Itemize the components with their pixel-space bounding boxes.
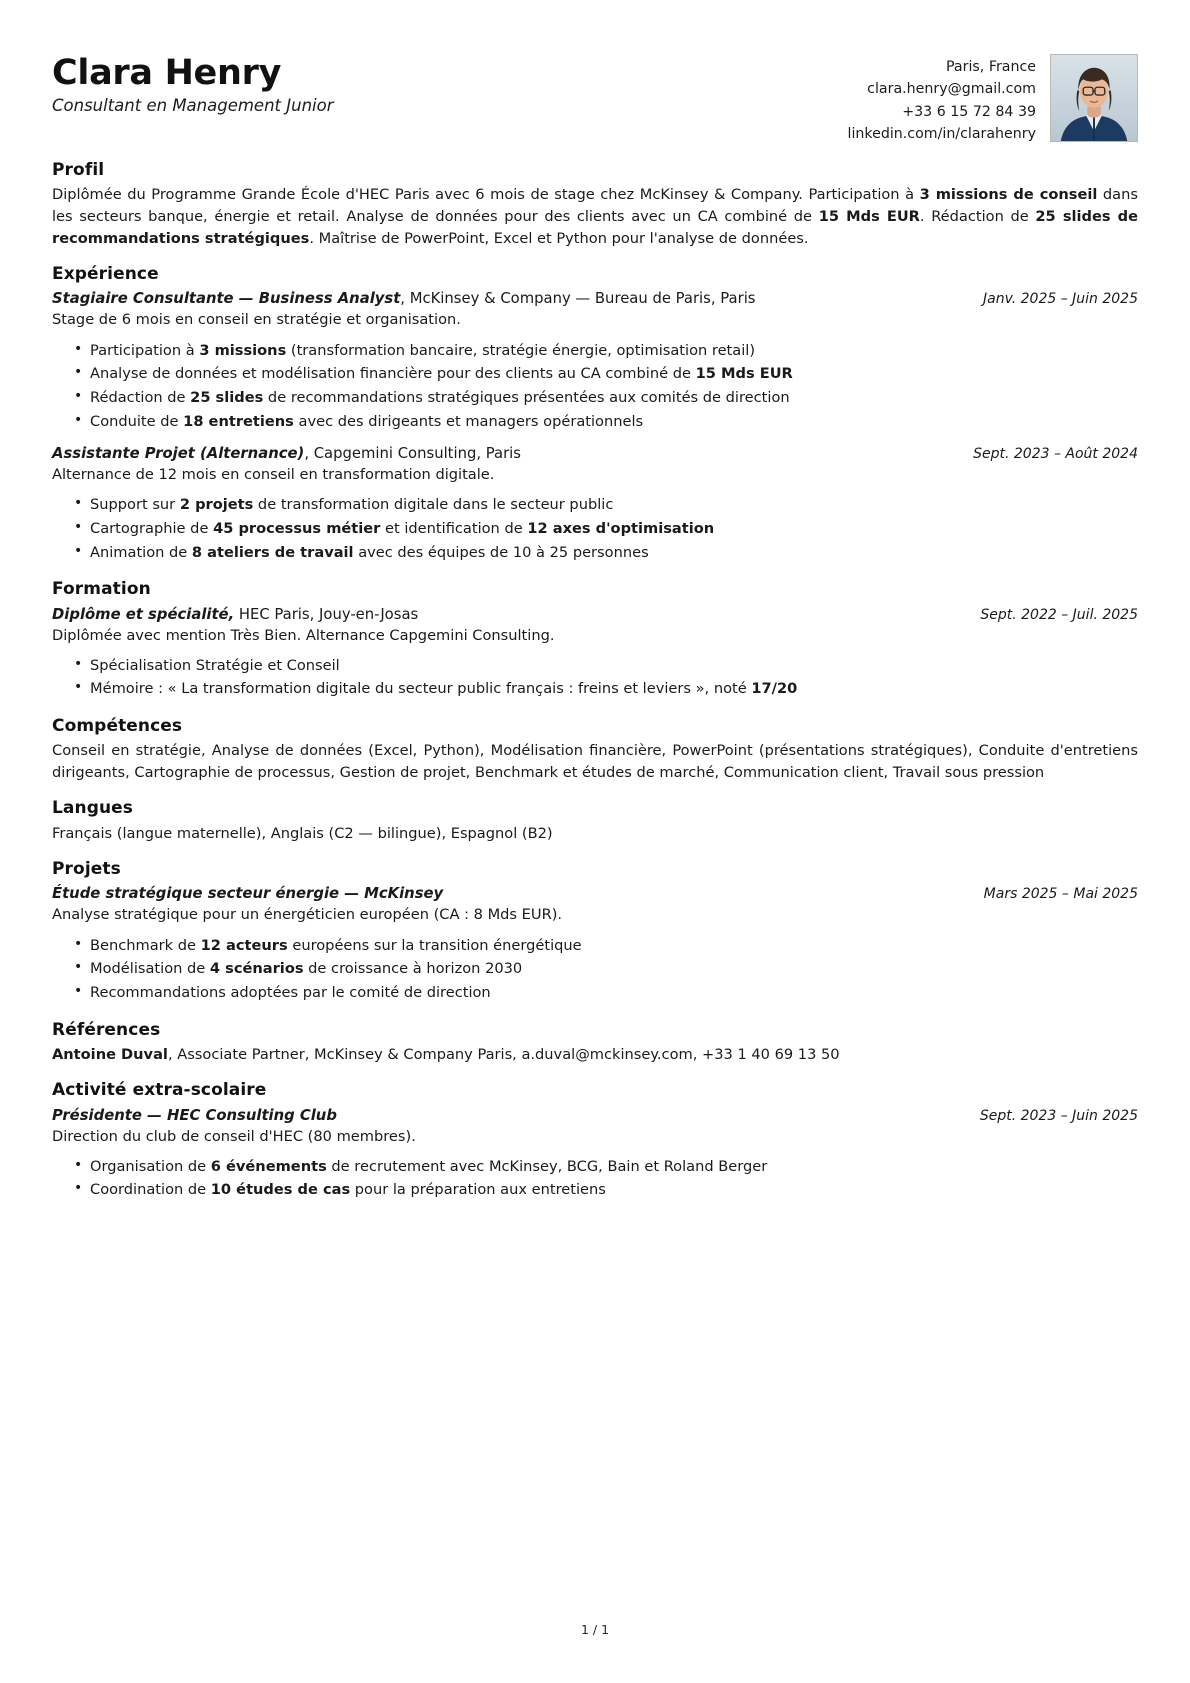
- entry-bullets: [52, 934, 1138, 1005]
- entry-bullets: [52, 493, 1138, 564]
- entry-head: [52, 1105, 1138, 1126]
- entry-head: [52, 604, 1138, 625]
- section-formation: [52, 579, 1138, 701]
- competences-text: Conseil en stratégie, Analyse de données (Excel, Python), Modélisation financière, PowerPoint (présentations stratégiques), Conduite d'entretiens dirigeants, Cartographie de processus, Gestion de projet, Benchmark et études de marché, Communication client, Travail sous pression: [52, 742, 1138, 781]
- contact-block: [848, 54, 1138, 145]
- langues-text: Français (langue maternelle), Anglais (C2 — bilingue), Espagnol (B2): [52, 824, 553, 842]
- entry-head: [52, 288, 1138, 309]
- section-title-formation: Formation: [52, 579, 151, 600]
- entry-bullet: • Mémoire : « La transformation digitale du secteur public français : freins et leviers », noté 17/20: [74, 677, 1138, 701]
- section-title-profil: Profil: [52, 160, 105, 181]
- projets-entries: [52, 883, 1138, 1004]
- section-title-projets: Projets: [52, 859, 121, 880]
- entry-bullet: • Spécialisation Stratégie et Conseil: [74, 654, 1138, 678]
- entry-bullets: [52, 654, 1138, 701]
- section-title-langues: Langues: [52, 798, 134, 819]
- entry-bullet: • Support sur 2 projets de transformation digitale dans le secteur public: [74, 493, 1138, 517]
- entry-bullet: • Recommandations adoptées par le comité de direction: [74, 981, 1138, 1005]
- entry-head: [52, 883, 1138, 904]
- section-profil: [52, 160, 1138, 249]
- entry-date: Janv. 2025 – Juin 2025: [983, 291, 1138, 308]
- section-title-competences: Compétences: [52, 715, 183, 736]
- contact-phone: +33 6 15 72 84 39: [902, 103, 1036, 120]
- entry: [52, 883, 1138, 1004]
- avatar: [1050, 54, 1138, 142]
- entry-bullet: • Participation à 3 missions (transformation bancaire, stratégie énergie, optimisation retail): [74, 339, 1138, 363]
- contact-email[interactable]: clara.henry@gmail.com: [867, 81, 1036, 98]
- section-projets: [52, 859, 1138, 1004]
- entry: [52, 443, 1138, 564]
- entry-date: Sept. 2023 – Juin 2025: [979, 1107, 1138, 1124]
- page-indicator: 1 / 1: [580, 1622, 610, 1637]
- entry-bullets: [52, 1155, 1138, 1202]
- entry-bullet: • Benchmark de 12 acteurs européens sur la transition énergétique: [74, 934, 1138, 958]
- entry-title: Stagiaire Consultante — Business Analyst, McKinsey & Company — Bureau de Paris, Paris: [52, 290, 756, 308]
- section-experience: [52, 264, 1138, 564]
- entry: [52, 604, 1138, 701]
- entry-date: Mars 2025 – Mai 2025: [983, 886, 1138, 903]
- section-title-references: Références: [52, 1019, 161, 1040]
- contact-linkedin[interactable]: linkedin.com/in/clarahenry: [847, 125, 1036, 142]
- entry-title: Présidente — HEC Consulting Club: [52, 1106, 337, 1124]
- entry-bullet: • Coordination de 10 études de cas pour la préparation aux entretiens: [74, 1178, 1138, 1202]
- extra-entries: [52, 1105, 1138, 1202]
- entry-subtitle: Direction du club de conseil d'HEC (80 membres).: [52, 1127, 416, 1145]
- page-footer: [0, 1622, 1190, 1637]
- entry-bullet: • Organisation de 6 événements de recrutement avec McKinsey, BCG, Bain et Roland Berger: [74, 1155, 1138, 1179]
- entry-title: Assistante Projet (Alternance), Capgemini Consulting, Paris: [52, 445, 522, 463]
- candidate-job-title: Consultant en Management Junior: [52, 96, 334, 116]
- entry-title: Étude stratégique secteur énergie — McKinsey: [52, 885, 444, 903]
- entry-subtitle: Alternance de 12 mois en conseil en transformation digitale.: [52, 466, 495, 484]
- section-references: [52, 1020, 1138, 1066]
- entry-bullet: • Cartographie de 45 processus métier et identification de 12 axes d'optimisation: [74, 517, 1138, 541]
- entry-bullet: • Conduite de 18 entretiens avec des dirigeants et managers opérationnels: [74, 410, 1138, 434]
- entry-title: Diplôme et spécialité, HEC Paris, Jouy-en-Josas: [52, 605, 419, 623]
- formation-entries: [52, 604, 1138, 701]
- section-title-extra-scolaire: Activité extra-scolaire: [52, 1080, 267, 1101]
- resume-header: [52, 46, 1138, 145]
- references-text: Antoine Duval, Associate Partner, McKinsey & Company Paris, a.duval@mckinsey.com, +33 1 40 69 13 50: [52, 1045, 840, 1063]
- identity-block: [52, 54, 334, 117]
- entry-bullets: [52, 339, 1138, 434]
- entry-date: Sept. 2023 – Août 2024: [973, 446, 1138, 463]
- profil-text: Diplômée du Programme Grande École d'HEC Paris avec 6 mois de stage chez McKinsey & Company. Participation à 3 missions de conseil dans les secteurs banque, énergie et retail. Analyse de données pour des clients avec un CA combiné de 15 Mds EUR. Rédaction de 25 slides de recommandations stratégiques. Maîtrise de PowerPoint, Excel et Python pour l'analyse de données.: [52, 186, 1138, 247]
- entry-date: Sept. 2022 – Juil. 2025: [980, 606, 1138, 623]
- entry: [52, 288, 1138, 433]
- contact-location: Paris, France: [946, 59, 1036, 75]
- entry-subtitle: Stage de 6 mois en conseil en stratégie et organisation.: [52, 311, 461, 329]
- entry-bullet: • Rédaction de 25 slides de recommandations stratégiques présentées aux comités de direction: [74, 386, 1138, 410]
- entry-bullet: • Animation de 8 ateliers de travail avec des équipes de 10 à 25 personnes: [74, 541, 1138, 565]
- entry-bullet: • Modélisation de 4 scénarios de croissance à horizon 2030: [74, 957, 1138, 981]
- entry-subtitle: Diplômée avec mention Très Bien. Alternance Capgemini Consulting.: [52, 626, 555, 644]
- experience-entries: [52, 288, 1138, 564]
- entry-head: [52, 443, 1138, 464]
- candidate-name: Clara Henry: [52, 53, 282, 93]
- portrait-photo-icon: [1051, 55, 1137, 141]
- entry-bullet: • Analyse de données et modélisation financière pour des clients au CA combiné de 15 Mds EUR: [74, 362, 1138, 386]
- entry: [52, 1105, 1138, 1202]
- section-competences: [52, 716, 1138, 783]
- contact-details: [848, 54, 1036, 145]
- entry-subtitle: Analyse stratégique pour un énergéticien européen (CA : 8 Mds EUR).: [52, 906, 563, 924]
- section-title-experience: Expérience: [52, 264, 159, 285]
- section-extra-scolaire: [52, 1080, 1138, 1202]
- section-langues: [52, 798, 1138, 844]
